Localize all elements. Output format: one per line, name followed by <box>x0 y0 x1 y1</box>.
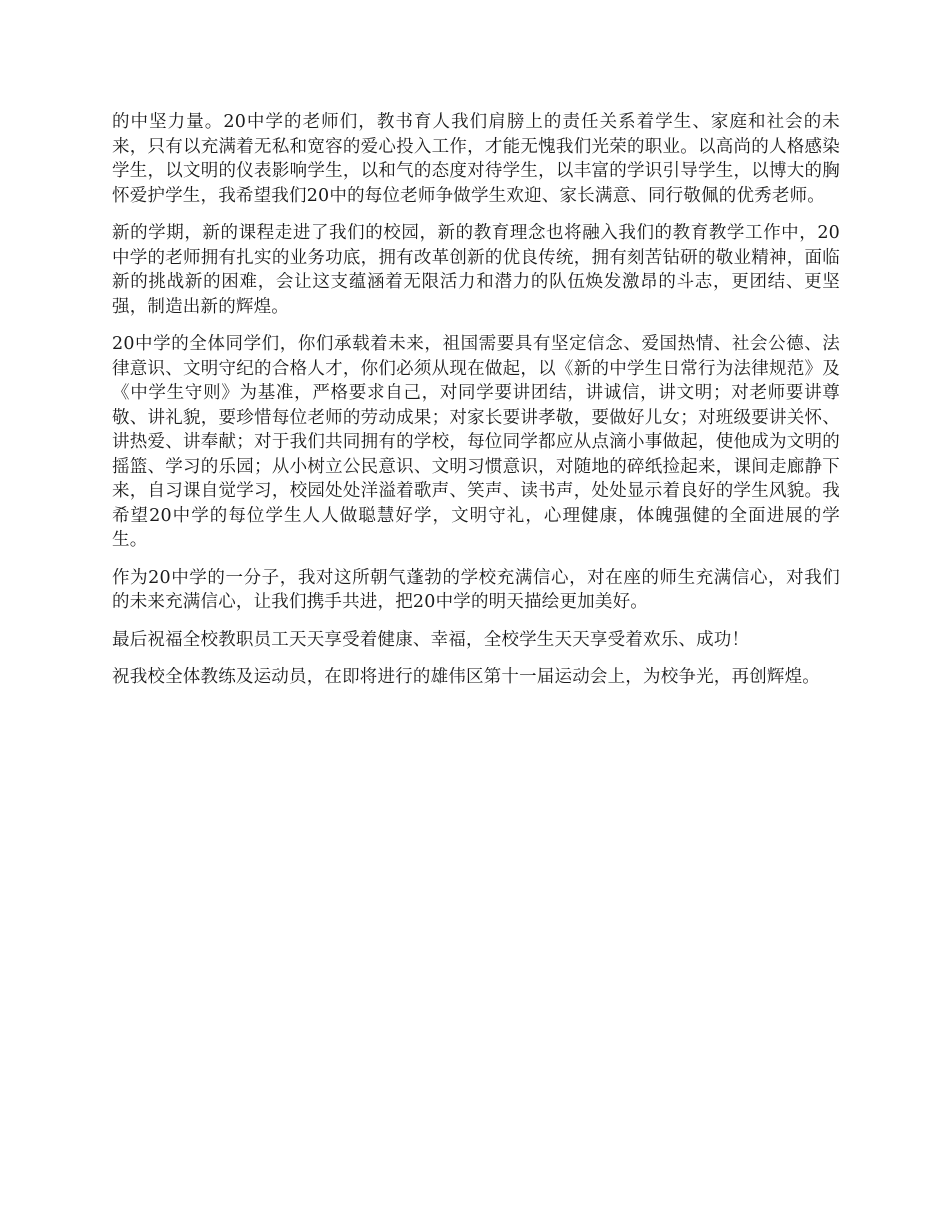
paragraph-sports-meet: 祝我校全体教练及运动员，在即将进行的雄伟区第十一届运动会上，为校争光，再创辉煌。 <box>112 667 820 687</box>
paragraph-students: 20中学的全体同学们，你们承载着未来，祖国需要具有坚定信念、爱国热情、社会公德、法律意识、文明守纪的合格人才，你们必须从现在做起，以《新的中学生日常行为法律规范》及《中学生守则》为基准，严格要求自己，对同学要讲团结，讲诚信，讲文明；对老师要讲尊敬、讲礼貌，要珍惜每位老师的劳动成果；对家长要讲孝敬，要做好儿女；对班级要讲关怀、讲热爱、讲奉献；对于我们共同拥有的学校，每位同学都应从点滴小事做起，使他成为文明的摇篮、学习的乐园；从小树立公民意识、文明习惯意识，对随地的碎纸捡起来，课间走廊静下来，自习课自觉学习，校园处处洋溢着歌声、笑声、读书声，处处显示着良好的学生风貌。我希望20中学的每位学生人人做聪慧好学，文明守礼，心理健康，体魄强健的全面进展的学生。 <box>112 334 840 550</box>
paragraph-teachers-role: 的中坚力量。20中学的老师们，教书育人我们肩膀上的责任关系着学生、家庭和社会的未来，只有以充满着无私和宽容的爱心投入工作，才能无愧我们光荣的职业。以高尚的人格感染学生，以文明的仪表影响学生，以和气的态度对待学生，以丰富的学识引导学生，以博大的胸怀爱护学生，我希望我们20中的每位老师争做学生欢迎、家长满意、同行敬佩的优秀老师。 <box>112 112 840 206</box>
paragraph-new-semester: 新的学期，新的课程走进了我们的校园，新的教育理念也将融入我们的教育教学工作中，20中学的老师拥有扎实的业务功底，拥有改革创新的优良传统，拥有刻苦钻研的敬业精神，面临新的挑战新的困难，会让这支蕴涵着无限活力和潜力的队伍焕发激昂的斗志，更团结、更坚强，制造出新的辉煌。 <box>112 223 840 317</box>
paragraph-blessing: 最后祝福全校教职员工天天享受着健康、幸福，全校学生天天享受着欢乐、成功！ <box>112 629 750 650</box>
document-body <box>112 110 840 703</box>
paragraph-confidence: 作为20中学的一分子，我对这所朝气蓬勃的学校充满信心，对在座的师生充满信心，对我们的未来充满信心，让我们携手共进，把20中学的明天描绘更加美好。 <box>112 567 840 612</box>
